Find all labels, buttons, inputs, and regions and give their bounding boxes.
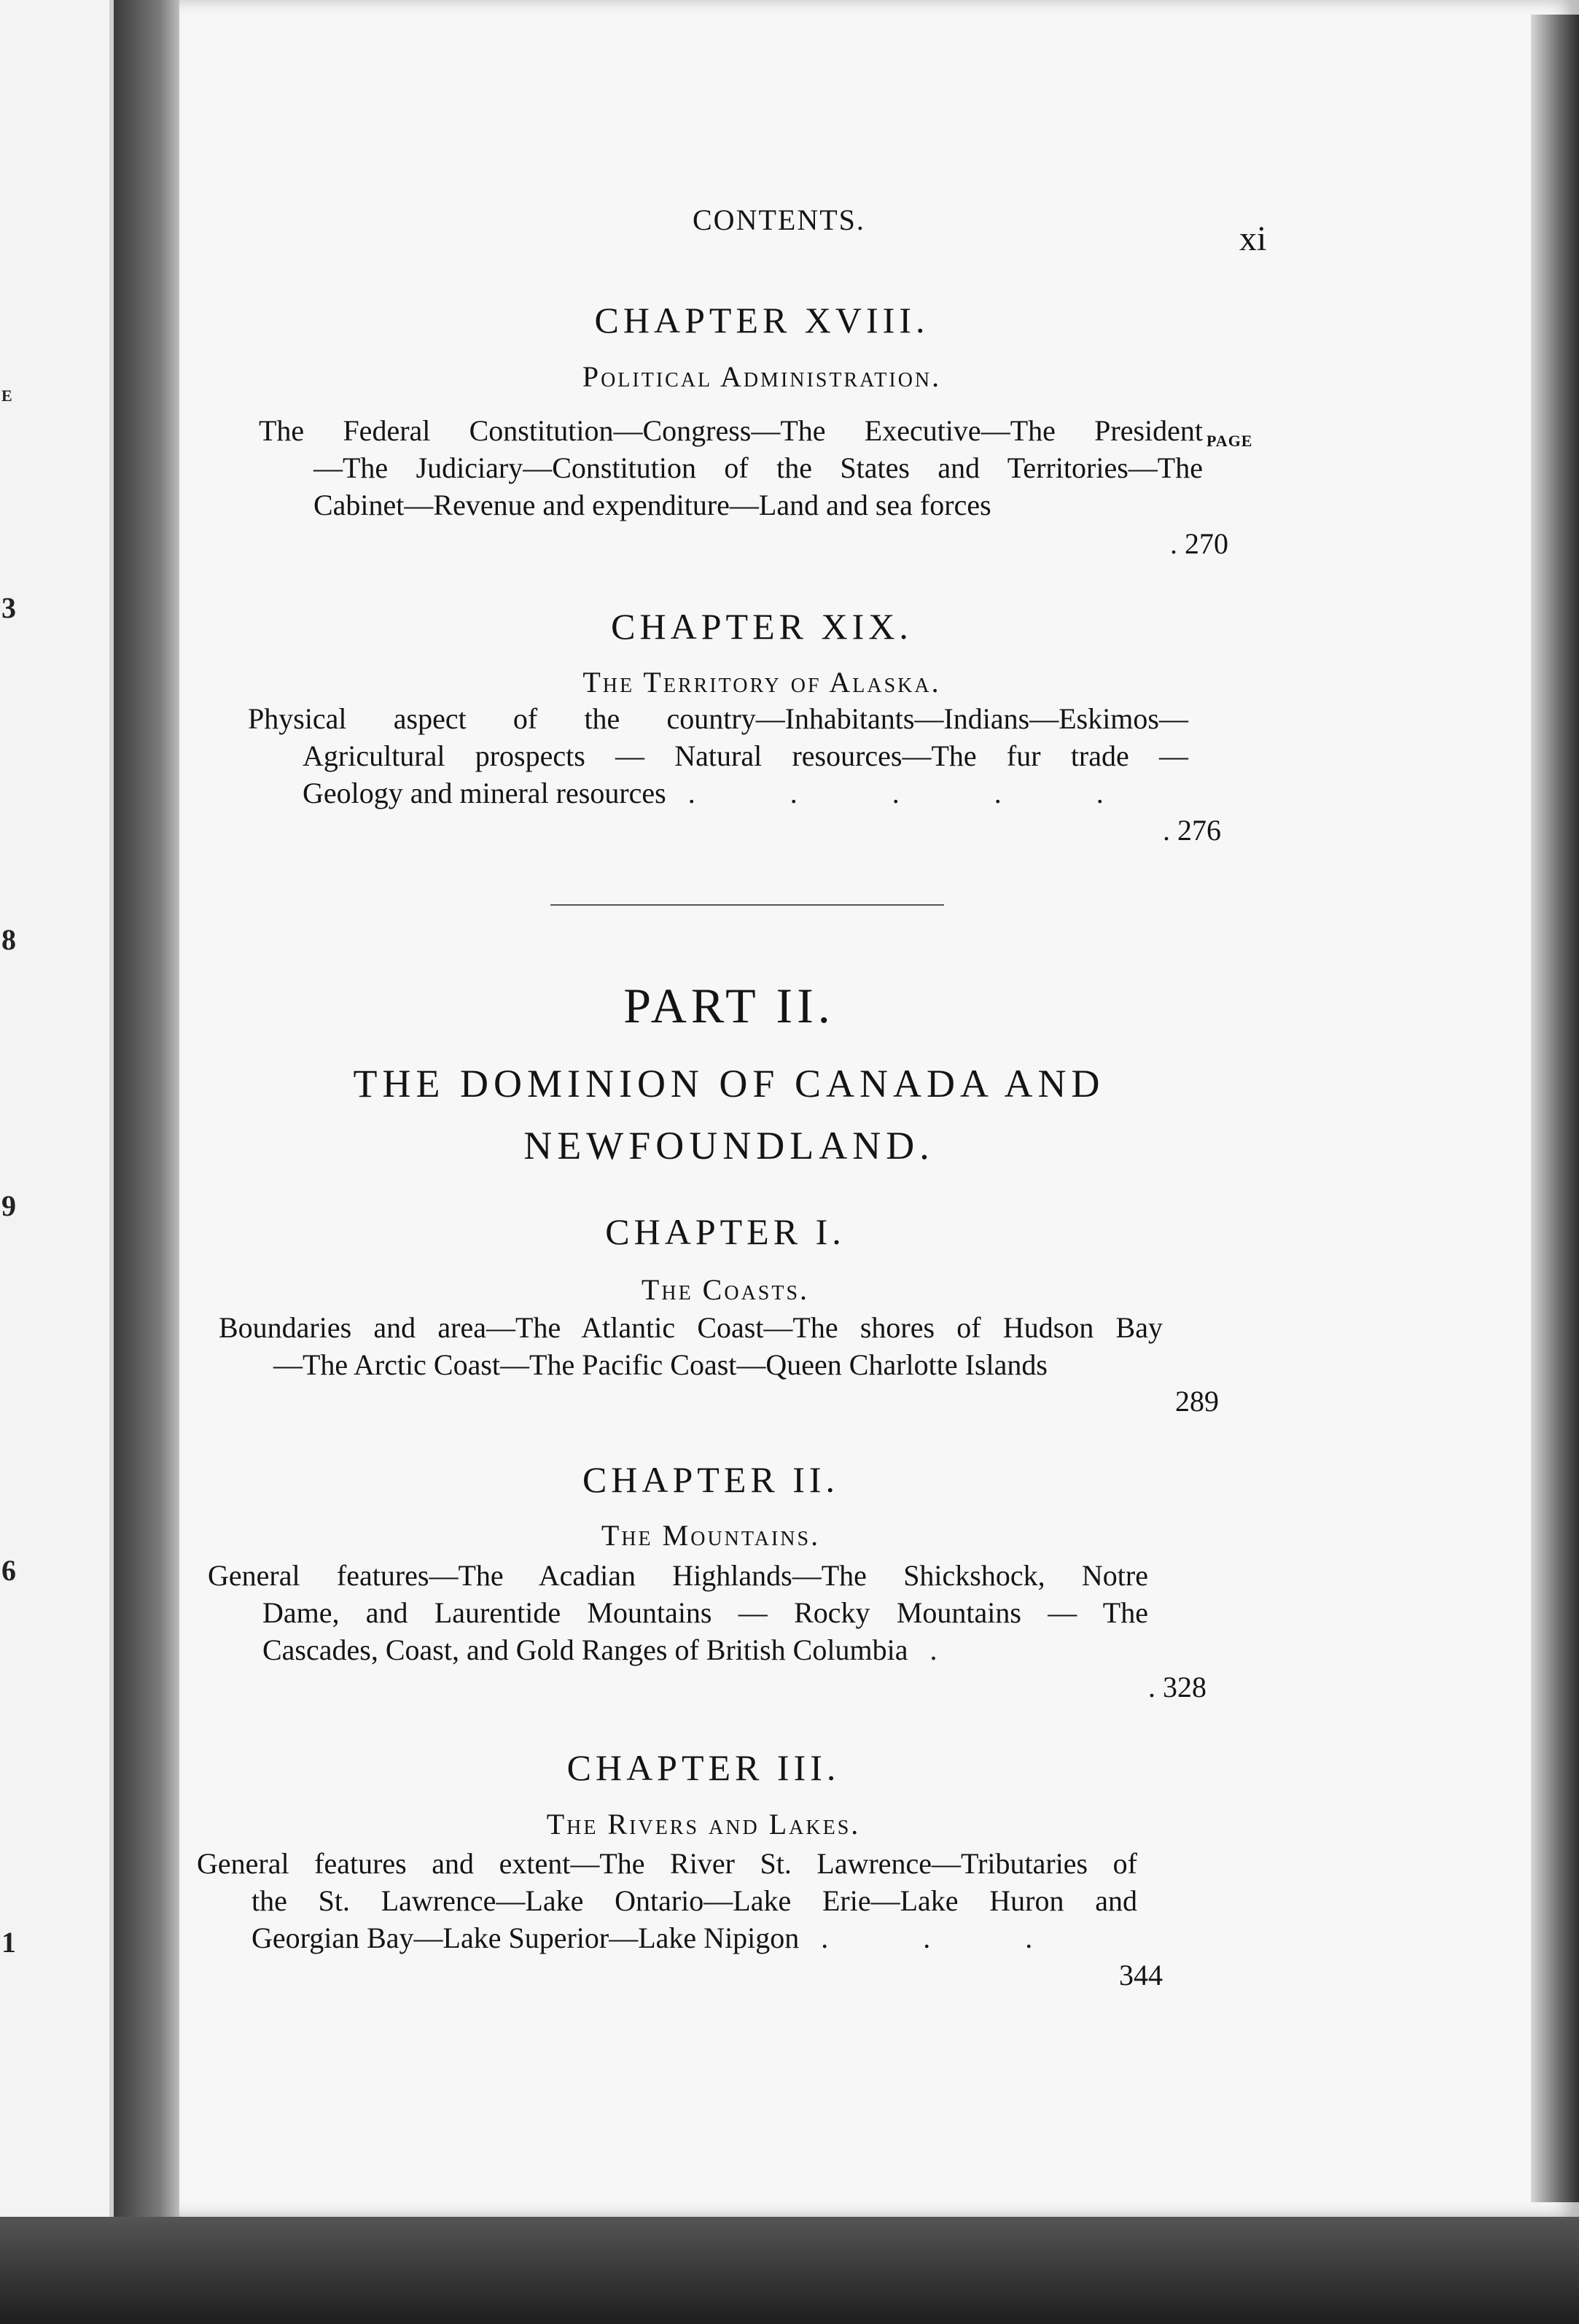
running-head: CONTENTS. [693,203,865,236]
summary-line: the St. Lawrence—Lake Ontario—Lake Erie—Lake Huron and [252,1884,1137,1917]
chapter-title: CHAPTER XVIII. [594,300,929,341]
chapter-subtitle: Political Administration. [582,360,942,393]
chapter-title: CHAPTER XIX. [611,606,913,647]
chapter-summary [219,1309,1163,1383]
summary-line: General features—The Acadian Highlands—The Shickshock, Notre [208,1559,1148,1592]
chapter-subtitle: The Mountains. [601,1519,821,1552]
summary-line: Georgian Bay—Lake Superior—Lake Nipigon . . . [252,1921,1077,1954]
chapter-summary [248,700,1188,812]
facing-page-mark: 8 [1,923,16,956]
chapter-summary [197,1845,1137,1956]
part-subtitle: NEWFOUNDLAND. [523,1124,935,1167]
summary-line: —The Arctic Coast—The Pacific Coast—Queen Charlotte Islands [273,1348,1048,1381]
summary-line: Physical aspect of the country—Inhabitants—Indians—Eskimos— [248,702,1188,735]
page-column-label: PAGE [1206,432,1253,450]
page-number: 344 [1119,1959,1163,1991]
page-folio: xi [1239,219,1267,258]
part-title: PART II. [623,978,835,1033]
page-number: . 276 [1163,814,1221,847]
section-divider [550,904,944,906]
chapter-summary [259,412,1203,524]
chapter-subtitle: The Territory of Alaska. [582,666,941,699]
part-subtitle: THE DOMINION OF CANADA AND [353,1062,1105,1105]
summary-line: The Federal Constitution—Congress—The Executive—The President [259,414,1203,447]
page-edge [1531,15,1579,2202]
summary-line: Agricultural prospects — Natural resources—The fur trade — [303,739,1188,772]
page-number: . 270 [1170,527,1228,560]
summary-line: Dame, and Laurentide Mountains — Rocky Mountains — The [262,1596,1148,1629]
summary-line: General features and extent—The River St. Lawrence—Tributaries of [197,1847,1137,1880]
summary-line: Cascades, Coast, and Gold Ranges of British Columbia . [262,1633,981,1666]
chapter-subtitle: The Coasts. [641,1273,810,1306]
summary-line: Boundaries and area—The Atlantic Coast—The shores of Hudson Bay [219,1311,1163,1344]
bottom-shadow [0,2217,1579,2324]
facing-page-mark: 1 [1,1926,16,1959]
facing-page-mark: 9 [1,1189,16,1222]
summary-line: Geology and mineral resources . . . . . [303,777,1147,809]
chapter-title: CHAPTER III. [566,1747,841,1788]
chapter-summary [208,1557,1148,1668]
page-number: 289 [1175,1385,1219,1418]
page-number: . 328 [1148,1671,1206,1703]
chapter-title: CHAPTER II. [582,1459,840,1500]
facing-page-mark: 6 [1,1554,16,1587]
facing-page-mark: E [1,386,12,405]
chapter-title: CHAPTER I. [605,1211,846,1252]
chapter-subtitle: The Rivers and Lakes. [546,1808,861,1841]
facing-page-mark: 3 [1,591,16,624]
summary-line: —The Judiciary—Constitution of the States and Territories—The [313,451,1203,484]
summary-line: Cabinet—Revenue and expenditure—Land and sea forces [313,489,991,521]
